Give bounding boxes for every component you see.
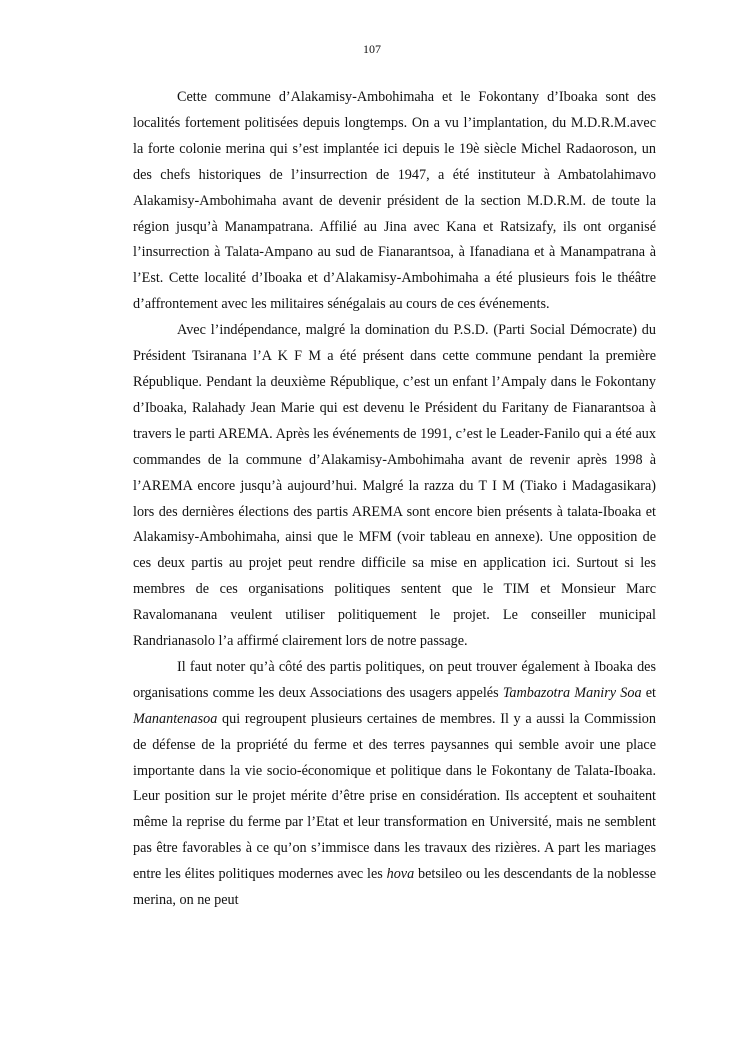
paragraph-3-text-c: qui regroupent plusieurs certaines de membres. Il y a aussi la Commission de défense de la propriété du ferme et des terres paysannes qui semble avoir une place importante dans la vie socio-économique et politique dans le Fokontany de Talata-Iboaka. Leur position sur le projet mérite d’être prise en considération. Ils acceptent et souhaitent même la reprise du ferme par l’Etat et leur transformation en Université, mais ne semblent pas être favorables à ce qu’on s’immisce dans les travaux des rizières. A part les mariages entre les élites politiques modernes avec les bbox=[133, 710, 656, 883]
page-number: 107 bbox=[363, 42, 381, 56]
paragraph-3-text-d: betsileo ou les descendants de la noblesse merina, on ne peut bbox=[133, 866, 656, 909]
association-name-tambazotra: Tambazotra Maniry Soa bbox=[502, 684, 642, 701]
paragraph-2: Avec l’indépendance, malgré la domination du P.S.D. (Parti Social Démocrate) du Président Tsiranana l’A K F M a été présent dans cette commune pendant la première République. Pendant la deuxième République, c’est un enfant l’Ampaly dans le Fokontany d’Iboaka, Ralahady Jean Marie qui est devenu le Président du Faritany de Fianarantsoa à travers le parti AREMA. Après les événements de 1991, c’est le Leader-Fanilo qui a été aux commandes de la commune d’Alakamisy-Ambohimaha avant de revenir après 1998 à l’AREMA encore jusqu’à aujourd’hui. Malgré la razza du T I M (Tiako i Madagasikara) lors des dernières élections des partis AREMA sont encore bien présents à talata-Iboaka et Alakamisy-Ambohimaha, ainsi que le MFM (voir tableau en annexe). Une opposition de ces deux partis au projet peut rendre difficile sa mise en application ici. Surtout si les membres de ces organisations politiques sentent que le TIM et Monsieur Marc Ravalomanana veulent utiliser politiquement le projet. Le conseiller municipal Randrianasolo l’a affirmé clairement lors de notre passage. bbox=[133, 322, 656, 650]
paragraph-3-text-a: Il faut noter qu’à côté des partis politiques, on peut trouver également à Iboaka des organisations comme les deux Associations des usagers appelés bbox=[133, 658, 656, 701]
term-hova: hova bbox=[386, 866, 415, 883]
paragraph-3 bbox=[133, 655, 656, 914]
paragraph-1: Cette commune d’Alakamisy-Ambohimaha et le Fokontany d’Iboaka sont des localités fortement politisées depuis longtemps. On a vu l’implantation, du M.D.R.M.avec la forte colonie merina qui s’est implantée ici depuis le 19è siècle Michel Radaoroson, un des chefs historiques de l’insurrection de 1947, a été instituteur à Ambatolahimavo Alakamisy-Ambohimaha avant de devenir président de la section M.D.R.M. de toute la région jusqu’à Manampatrana. Affilié au Jina avec Kana et Ratsizafy, ils ont organisé l’insurrection à Talata-Ampano au sud de Fianarantsoa, à Ifanadiana et à Manampatrana à l’Est. Cette localité d’Iboaka et d’Alakamisy-Ambohimaha a été plusieurs fois le théâtre d’affrontement avec les militaires sénégalais au cours de ces événements. bbox=[133, 89, 656, 313]
body-text bbox=[133, 85, 656, 914]
association-name-manantenasoa: Manantenasoa bbox=[133, 710, 218, 727]
paragraph-3-text-b: et bbox=[641, 684, 656, 701]
